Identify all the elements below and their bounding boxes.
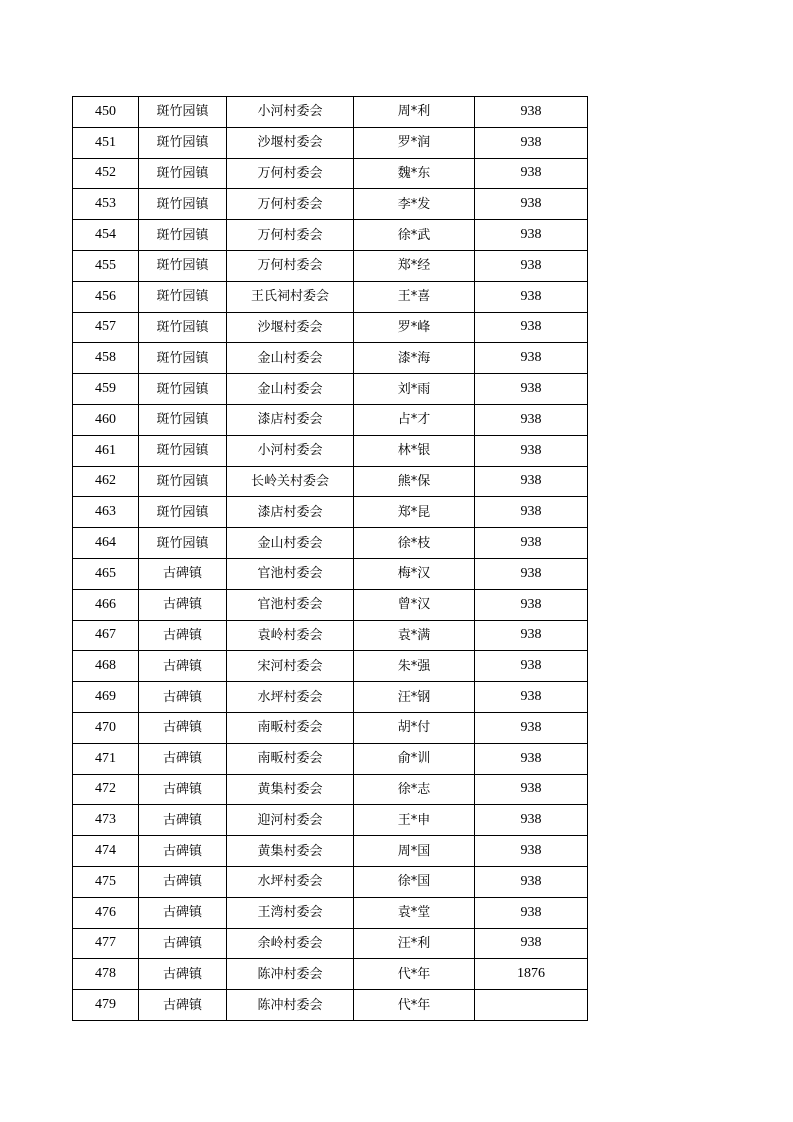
cell-amount: 938 — [475, 743, 588, 774]
cell-village: 陈冲村委会 — [227, 959, 354, 990]
cell-name: 汪*钢 — [354, 682, 475, 713]
cell-index: 454 — [73, 220, 139, 251]
cell-town: 古碑镇 — [139, 897, 227, 928]
cell-village: 沙堰村委会 — [227, 127, 354, 158]
cell-village: 金山村委会 — [227, 528, 354, 559]
cell-amount: 938 — [475, 343, 588, 374]
cell-village: 小河村委会 — [227, 97, 354, 128]
table-row — [73, 312, 588, 343]
cell-index: 463 — [73, 497, 139, 528]
table-row — [73, 189, 588, 220]
cell-amount: 938 — [475, 651, 588, 682]
cell-name: 王*申 — [354, 805, 475, 836]
cell-village: 王氏祠村委会 — [227, 281, 354, 312]
cell-town: 古碑镇 — [139, 651, 227, 682]
cell-name: 袁*满 — [354, 620, 475, 651]
cell-amount: 938 — [475, 682, 588, 713]
table-row — [73, 558, 588, 589]
cell-amount: 938 — [475, 374, 588, 405]
subsidy-table — [72, 96, 588, 1021]
cell-village: 沙堰村委会 — [227, 312, 354, 343]
cell-amount: 938 — [475, 189, 588, 220]
cell-town: 斑竹园镇 — [139, 497, 227, 528]
cell-amount: 938 — [475, 250, 588, 281]
cell-town: 古碑镇 — [139, 558, 227, 589]
cell-name: 朱*强 — [354, 651, 475, 682]
cell-name: 曾*汉 — [354, 589, 475, 620]
table-row — [73, 97, 588, 128]
table-row — [73, 897, 588, 928]
cell-town: 斑竹园镇 — [139, 97, 227, 128]
cell-name: 徐*志 — [354, 774, 475, 805]
table-row — [73, 866, 588, 897]
cell-amount: 938 — [475, 712, 588, 743]
cell-name: 漆*海 — [354, 343, 475, 374]
cell-town: 古碑镇 — [139, 959, 227, 990]
cell-town: 斑竹园镇 — [139, 281, 227, 312]
cell-index: 467 — [73, 620, 139, 651]
cell-index: 475 — [73, 866, 139, 897]
cell-name: 徐*武 — [354, 220, 475, 251]
cell-town: 斑竹园镇 — [139, 343, 227, 374]
table-row — [73, 497, 588, 528]
cell-name: 周*国 — [354, 836, 475, 867]
cell-village: 宋河村委会 — [227, 651, 354, 682]
cell-amount: 938 — [475, 558, 588, 589]
cell-village: 袁岭村委会 — [227, 620, 354, 651]
table-body — [73, 97, 588, 1021]
cell-amount: 938 — [475, 466, 588, 497]
table-row — [73, 743, 588, 774]
cell-index: 474 — [73, 836, 139, 867]
table-row — [73, 374, 588, 405]
cell-village: 南畈村委会 — [227, 712, 354, 743]
cell-name: 徐*枝 — [354, 528, 475, 559]
cell-name: 占*才 — [354, 404, 475, 435]
cell-index: 456 — [73, 281, 139, 312]
cell-amount: 938 — [475, 158, 588, 189]
table-row — [73, 528, 588, 559]
cell-village: 黄集村委会 — [227, 836, 354, 867]
cell-village: 万何村委会 — [227, 250, 354, 281]
cell-village: 陈冲村委会 — [227, 990, 354, 1021]
cell-village: 迎河村委会 — [227, 805, 354, 836]
table-row — [73, 281, 588, 312]
cell-town: 斑竹园镇 — [139, 189, 227, 220]
cell-town: 斑竹园镇 — [139, 250, 227, 281]
cell-village: 漆店村委会 — [227, 404, 354, 435]
table-row — [73, 990, 588, 1021]
cell-index: 464 — [73, 528, 139, 559]
cell-index: 469 — [73, 682, 139, 713]
cell-amount: 1876 — [475, 959, 588, 990]
cell-town: 斑竹园镇 — [139, 404, 227, 435]
cell-index: 459 — [73, 374, 139, 405]
cell-name: 郑*昆 — [354, 497, 475, 528]
cell-amount: 938 — [475, 805, 588, 836]
cell-village: 金山村委会 — [227, 343, 354, 374]
cell-index: 457 — [73, 312, 139, 343]
cell-town: 斑竹园镇 — [139, 374, 227, 405]
cell-name: 王*喜 — [354, 281, 475, 312]
cell-amount: 938 — [475, 620, 588, 651]
cell-village: 官池村委会 — [227, 558, 354, 589]
table-row — [73, 620, 588, 651]
cell-amount: 938 — [475, 928, 588, 959]
cell-village: 万何村委会 — [227, 189, 354, 220]
cell-index: 462 — [73, 466, 139, 497]
table-row — [73, 158, 588, 189]
cell-amount: 938 — [475, 220, 588, 251]
cell-town: 古碑镇 — [139, 620, 227, 651]
cell-name: 胡*付 — [354, 712, 475, 743]
cell-index: 450 — [73, 97, 139, 128]
cell-index: 471 — [73, 743, 139, 774]
cell-index: 466 — [73, 589, 139, 620]
cell-town: 斑竹园镇 — [139, 435, 227, 466]
cell-name: 俞*训 — [354, 743, 475, 774]
cell-town: 古碑镇 — [139, 589, 227, 620]
cell-town: 斑竹园镇 — [139, 528, 227, 559]
cell-name: 熊*保 — [354, 466, 475, 497]
cell-amount: 938 — [475, 836, 588, 867]
cell-index: 455 — [73, 250, 139, 281]
cell-village: 金山村委会 — [227, 374, 354, 405]
cell-village: 黄集村委会 — [227, 774, 354, 805]
table-row — [73, 682, 588, 713]
cell-village: 水坪村委会 — [227, 866, 354, 897]
cell-town: 古碑镇 — [139, 743, 227, 774]
cell-index: 453 — [73, 189, 139, 220]
cell-village: 王湾村委会 — [227, 897, 354, 928]
cell-town: 古碑镇 — [139, 774, 227, 805]
cell-town: 古碑镇 — [139, 990, 227, 1021]
cell-town: 古碑镇 — [139, 805, 227, 836]
cell-amount: 938 — [475, 127, 588, 158]
cell-amount: 938 — [475, 866, 588, 897]
cell-name: 梅*汉 — [354, 558, 475, 589]
table-row — [73, 250, 588, 281]
cell-index: 476 — [73, 897, 139, 928]
cell-amount: 938 — [475, 774, 588, 805]
cell-village: 官池村委会 — [227, 589, 354, 620]
cell-index: 452 — [73, 158, 139, 189]
table-row — [73, 220, 588, 251]
cell-amount: 938 — [475, 528, 588, 559]
cell-town: 古碑镇 — [139, 682, 227, 713]
table-row — [73, 589, 588, 620]
cell-amount: 938 — [475, 497, 588, 528]
cell-index: 479 — [73, 990, 139, 1021]
cell-name: 李*发 — [354, 189, 475, 220]
cell-amount: 938 — [475, 312, 588, 343]
cell-town: 古碑镇 — [139, 712, 227, 743]
cell-name: 周*利 — [354, 97, 475, 128]
cell-town: 古碑镇 — [139, 928, 227, 959]
cell-index: 458 — [73, 343, 139, 374]
cell-amount — [475, 990, 588, 1021]
cell-town: 斑竹园镇 — [139, 312, 227, 343]
cell-town: 古碑镇 — [139, 866, 227, 897]
cell-village: 水坪村委会 — [227, 682, 354, 713]
cell-amount: 938 — [475, 404, 588, 435]
cell-index: 465 — [73, 558, 139, 589]
table-row — [73, 343, 588, 374]
cell-amount: 938 — [475, 97, 588, 128]
cell-index: 460 — [73, 404, 139, 435]
table-row — [73, 928, 588, 959]
cell-village: 南畈村委会 — [227, 743, 354, 774]
cell-village: 漆店村委会 — [227, 497, 354, 528]
cell-index: 473 — [73, 805, 139, 836]
cell-name: 代*年 — [354, 959, 475, 990]
cell-name: 代*年 — [354, 990, 475, 1021]
table-row — [73, 435, 588, 466]
cell-amount: 938 — [475, 589, 588, 620]
cell-amount: 938 — [475, 435, 588, 466]
table-row — [73, 774, 588, 805]
cell-name: 罗*峰 — [354, 312, 475, 343]
cell-name: 徐*国 — [354, 866, 475, 897]
cell-town: 斑竹园镇 — [139, 158, 227, 189]
cell-name: 袁*堂 — [354, 897, 475, 928]
cell-town: 古碑镇 — [139, 836, 227, 867]
cell-village: 余岭村委会 — [227, 928, 354, 959]
cell-name: 刘*雨 — [354, 374, 475, 405]
table-row — [73, 836, 588, 867]
cell-index: 468 — [73, 651, 139, 682]
cell-name: 汪*利 — [354, 928, 475, 959]
cell-name: 罗*润 — [354, 127, 475, 158]
table-row — [73, 127, 588, 158]
cell-town: 斑竹园镇 — [139, 220, 227, 251]
cell-village: 小河村委会 — [227, 435, 354, 466]
cell-village: 万何村委会 — [227, 158, 354, 189]
cell-name: 郑*经 — [354, 250, 475, 281]
cell-name: 魏*东 — [354, 158, 475, 189]
cell-index: 451 — [73, 127, 139, 158]
cell-index: 477 — [73, 928, 139, 959]
cell-index: 461 — [73, 435, 139, 466]
table-row — [73, 712, 588, 743]
table-row — [73, 404, 588, 435]
cell-amount: 938 — [475, 897, 588, 928]
cell-village: 长岭关村委会 — [227, 466, 354, 497]
table-row — [73, 651, 588, 682]
cell-name: 林*银 — [354, 435, 475, 466]
cell-amount: 938 — [475, 281, 588, 312]
table-row — [73, 466, 588, 497]
cell-index: 472 — [73, 774, 139, 805]
cell-town: 斑竹园镇 — [139, 127, 227, 158]
cell-town: 斑竹园镇 — [139, 466, 227, 497]
table-row — [73, 959, 588, 990]
cell-village: 万何村委会 — [227, 220, 354, 251]
cell-index: 478 — [73, 959, 139, 990]
cell-index: 470 — [73, 712, 139, 743]
table-row — [73, 805, 588, 836]
